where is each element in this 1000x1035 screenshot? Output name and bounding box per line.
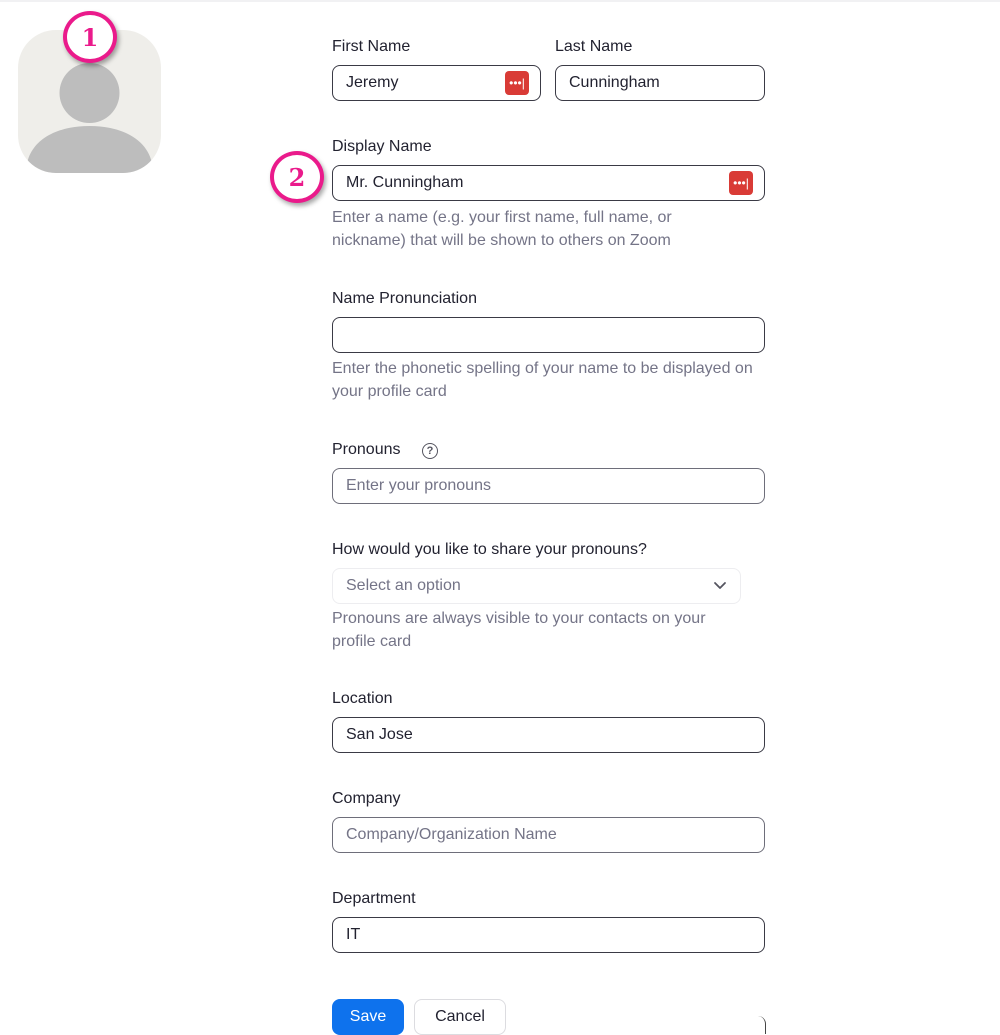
pronouns-input[interactable] [332,468,765,504]
location-label: Location [332,690,393,707]
password-manager-icon[interactable]: •••| [729,171,753,195]
display-name-help: Enter a name (e.g. your first name, full name, or nickname) that will be shown to others on Zoom [332,209,672,249]
company-input[interactable] [332,817,765,853]
share-pronouns-selected: Select an option [346,577,461,594]
password-manager-icon[interactable]: •••| [505,71,529,95]
name-pronunciation-label: Name Pronunciation [332,290,477,307]
share-pronouns-label: How would you like to share your pronouns? [332,541,647,558]
location-value: San Jose [346,726,413,743]
name-pronunciation-field[interactable] [332,317,765,353]
cancel-button[interactable]: Cancel [414,999,506,1035]
last-name-value: Cunningham [569,74,660,91]
panel-edge-corner [758,1016,766,1034]
first-name-field[interactable] [332,65,541,101]
last-name-field[interactable] [555,65,765,101]
display-name-label: Display Name [332,138,432,155]
department-value: IT [346,926,361,943]
display-name-field[interactable] [332,165,765,201]
last-name-label: Last Name [555,38,633,55]
company-label: Company [332,790,401,807]
department-field[interactable] [332,917,765,953]
chevron-down-icon [713,581,727,591]
callout-badge-1: 1 [63,11,117,63]
share-pronouns-select[interactable] [332,568,741,604]
department-label: Department [332,890,416,907]
display-name-value: Mr. Cunningham [346,174,464,191]
share-pronouns-help: Pronouns are always visible to your contacts on your profile card [332,610,706,650]
pronouns-placeholder: Enter your pronouns [346,477,491,494]
location-field[interactable] [332,717,765,753]
top-divider [0,0,1000,2]
first-name-value: Jeremy [346,74,399,91]
name-pronunciation-help: Enter the phonetic spelling of your name to be displayed on your profile card [332,360,753,400]
first-name-label: First Name [332,38,411,55]
callout-badge-2: 2 [270,151,324,203]
company-placeholder: Company/Organization Name [346,826,557,843]
pronouns-label: Pronouns [332,441,401,458]
save-button[interactable]: Save [332,999,404,1035]
question-mark-icon[interactable]: ? [422,443,438,459]
